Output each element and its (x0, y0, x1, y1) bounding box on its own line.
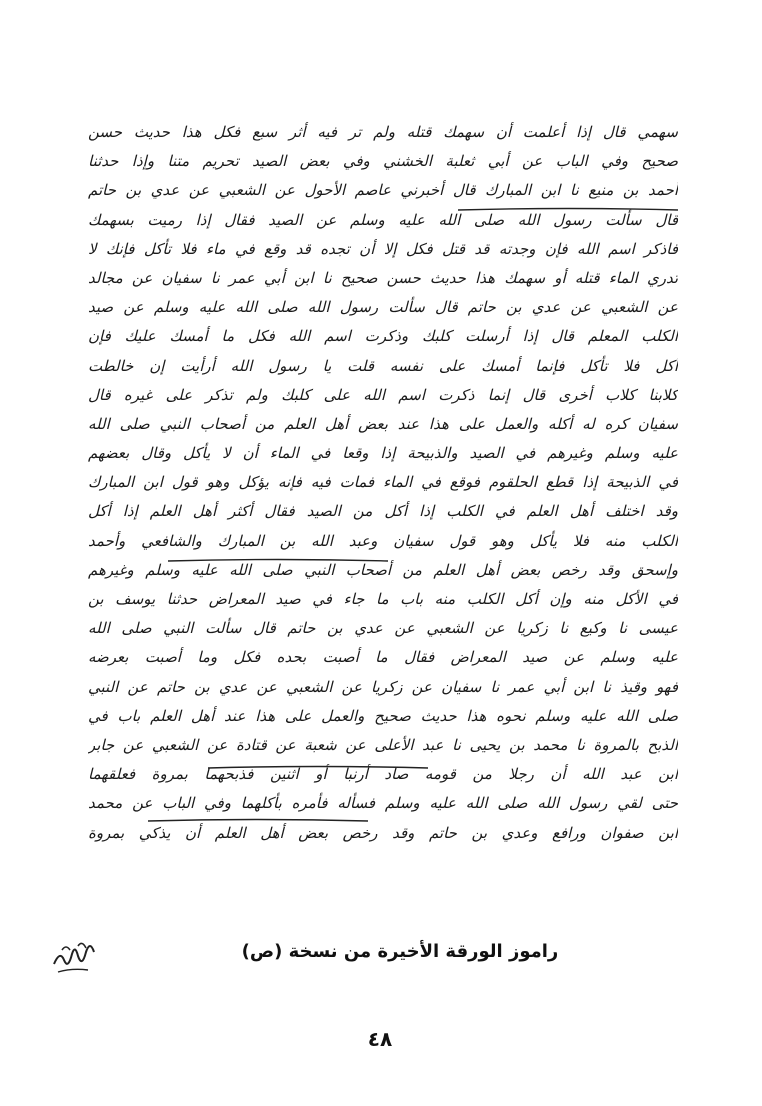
manuscript-line: عيسى نا وكيع نا زكريا عن الشعبي عن عدي بن حاتم قال سألت النبي صلى الله (88, 619, 678, 638)
margin-mark-icon (48, 930, 100, 978)
manuscript-line: في الذبيحة إذا قطع الحلقوم فوقع في الماء فمات فيه فإنه يؤكل وهو قول ابن المبارك (88, 473, 678, 492)
manuscript-line: الكلب منه فلا يأكل وهو قول سفيان وعبد الله بن المبارك والشافعي وأحمد (88, 531, 678, 550)
manuscript-line: وإسحق وقد رخص بعض أهل العلم من أصحاب النبي صلى الله عليه وسلم وغيرهم (88, 560, 678, 579)
manuscript-line: أحمد بن منيع نا ابن المبارك قال أخبرني عاصم الأحول عن الشعبي عن عدي بن حاتم (88, 181, 678, 200)
manuscript-line: صلى الله عليه وسلم نحوه هذا حديث صحيح والعمل على هذا عند أهل العلم باب في (88, 706, 678, 725)
manuscript-line: عليه وسلم وغيرهم في الصيد والذبيحة إذا وقعا في الماء أن لا يأكل وقال بعضهم (88, 444, 678, 463)
manuscript-line: الكلب المعلم قال إذا أرسلت كلبك وذكرت اسم الله فكل ما أمسك عليك فإن (88, 327, 678, 346)
manuscript-line: سفيان كره له أكله والعمل على هذا عند بعض أهل العلم من أصحاب النبي صلى الله (88, 414, 678, 433)
manuscript-line: عن الشعبي عن عدي بن حاتم قال سألت رسول الله صلى الله عليه وسلم عن صيد (88, 298, 678, 317)
manuscript-line: قال سألت رسول الله صلى الله عليه وسلم عن الصيد فقال إذا رميت بسهمك (88, 210, 678, 229)
manuscript-line: تدري الماء قتله أو سهمك هذا حديث حسن صحيح نا ابن أبي عمر نا سفيان عن مجالد (88, 268, 678, 287)
figure-caption: راموز الورقة الأخيرة من نسخة (ص) (241, 941, 559, 962)
manuscript-line: الذبح بالمروة نا محمد بن يحيى نا عبد الأعلى عن شعبة عن قتادة عن الشعبي عن جابر (88, 735, 678, 754)
manuscript-line: عليه وسلم عن صيد المعراض فقال ما أصبت بحده فكل وما أصبت بعرضه (88, 648, 678, 667)
manuscript-text (88, 118, 678, 908)
manuscript-line: وقد اختلف أهل العلم في الكلب إذا أكل من الصيد فقال أكثر أهل العلم إذا أكل (88, 502, 678, 521)
manuscript-line: فهو وقيذ نا ابن أبي عمر نا سفيان عن زكريا عن الشعبي عن عدي بن حاتم عن النبي (88, 677, 678, 696)
manuscript-line: فاذكر اسم الله فإن وجدته قد قتل فكل إلا أن تجده قد وقع في ماء فلا تأكل فإنك لا (88, 239, 678, 258)
manuscript-line: سهمي قال إذا أعلمت أن سهمك قتله ولم تر فيه أثر سبع فكل هذا حديث حسن (88, 123, 678, 141)
page-number: ٤٨ (367, 1027, 393, 1051)
manuscript-line: كلابنا كلاب أخرى قال إنما ذكرت اسم الله على كلبك ولم تذكر على غيره قال (88, 385, 678, 404)
manuscript-line: حتى لقي رسول الله صلى الله عليه وسلم فسأله فأمره بأكلهما وفي الباب عن محمد (88, 794, 678, 813)
manuscript-line: أكل فلا تأكل فإنما أمسك على نفسه قلت يا رسول الله أرأيت إن خالطت (88, 356, 678, 375)
manuscript-line: صحيح وفي الباب عن أبي ثعلبة الخشني وفي بعض الصيد تحريم متنا وإذا حدثنا (88, 152, 678, 171)
manuscript-line: ابن صفوان ورافع وعدي بن حاتم وقد رخص بعض أهل العلم أن يذكي بمروة (88, 823, 678, 842)
manuscript-image (88, 118, 678, 908)
manuscript-line: في الأكل منه وإن أكل الكلب منه باب ما جاء في صيد المعراض حدثنا يوسف بن (88, 590, 678, 608)
manuscript-line: ابن عبد الله أن رجلا من قومه صاد أرنبا أو اثنين فذبحهما بمروة فعلقهما (88, 765, 678, 784)
